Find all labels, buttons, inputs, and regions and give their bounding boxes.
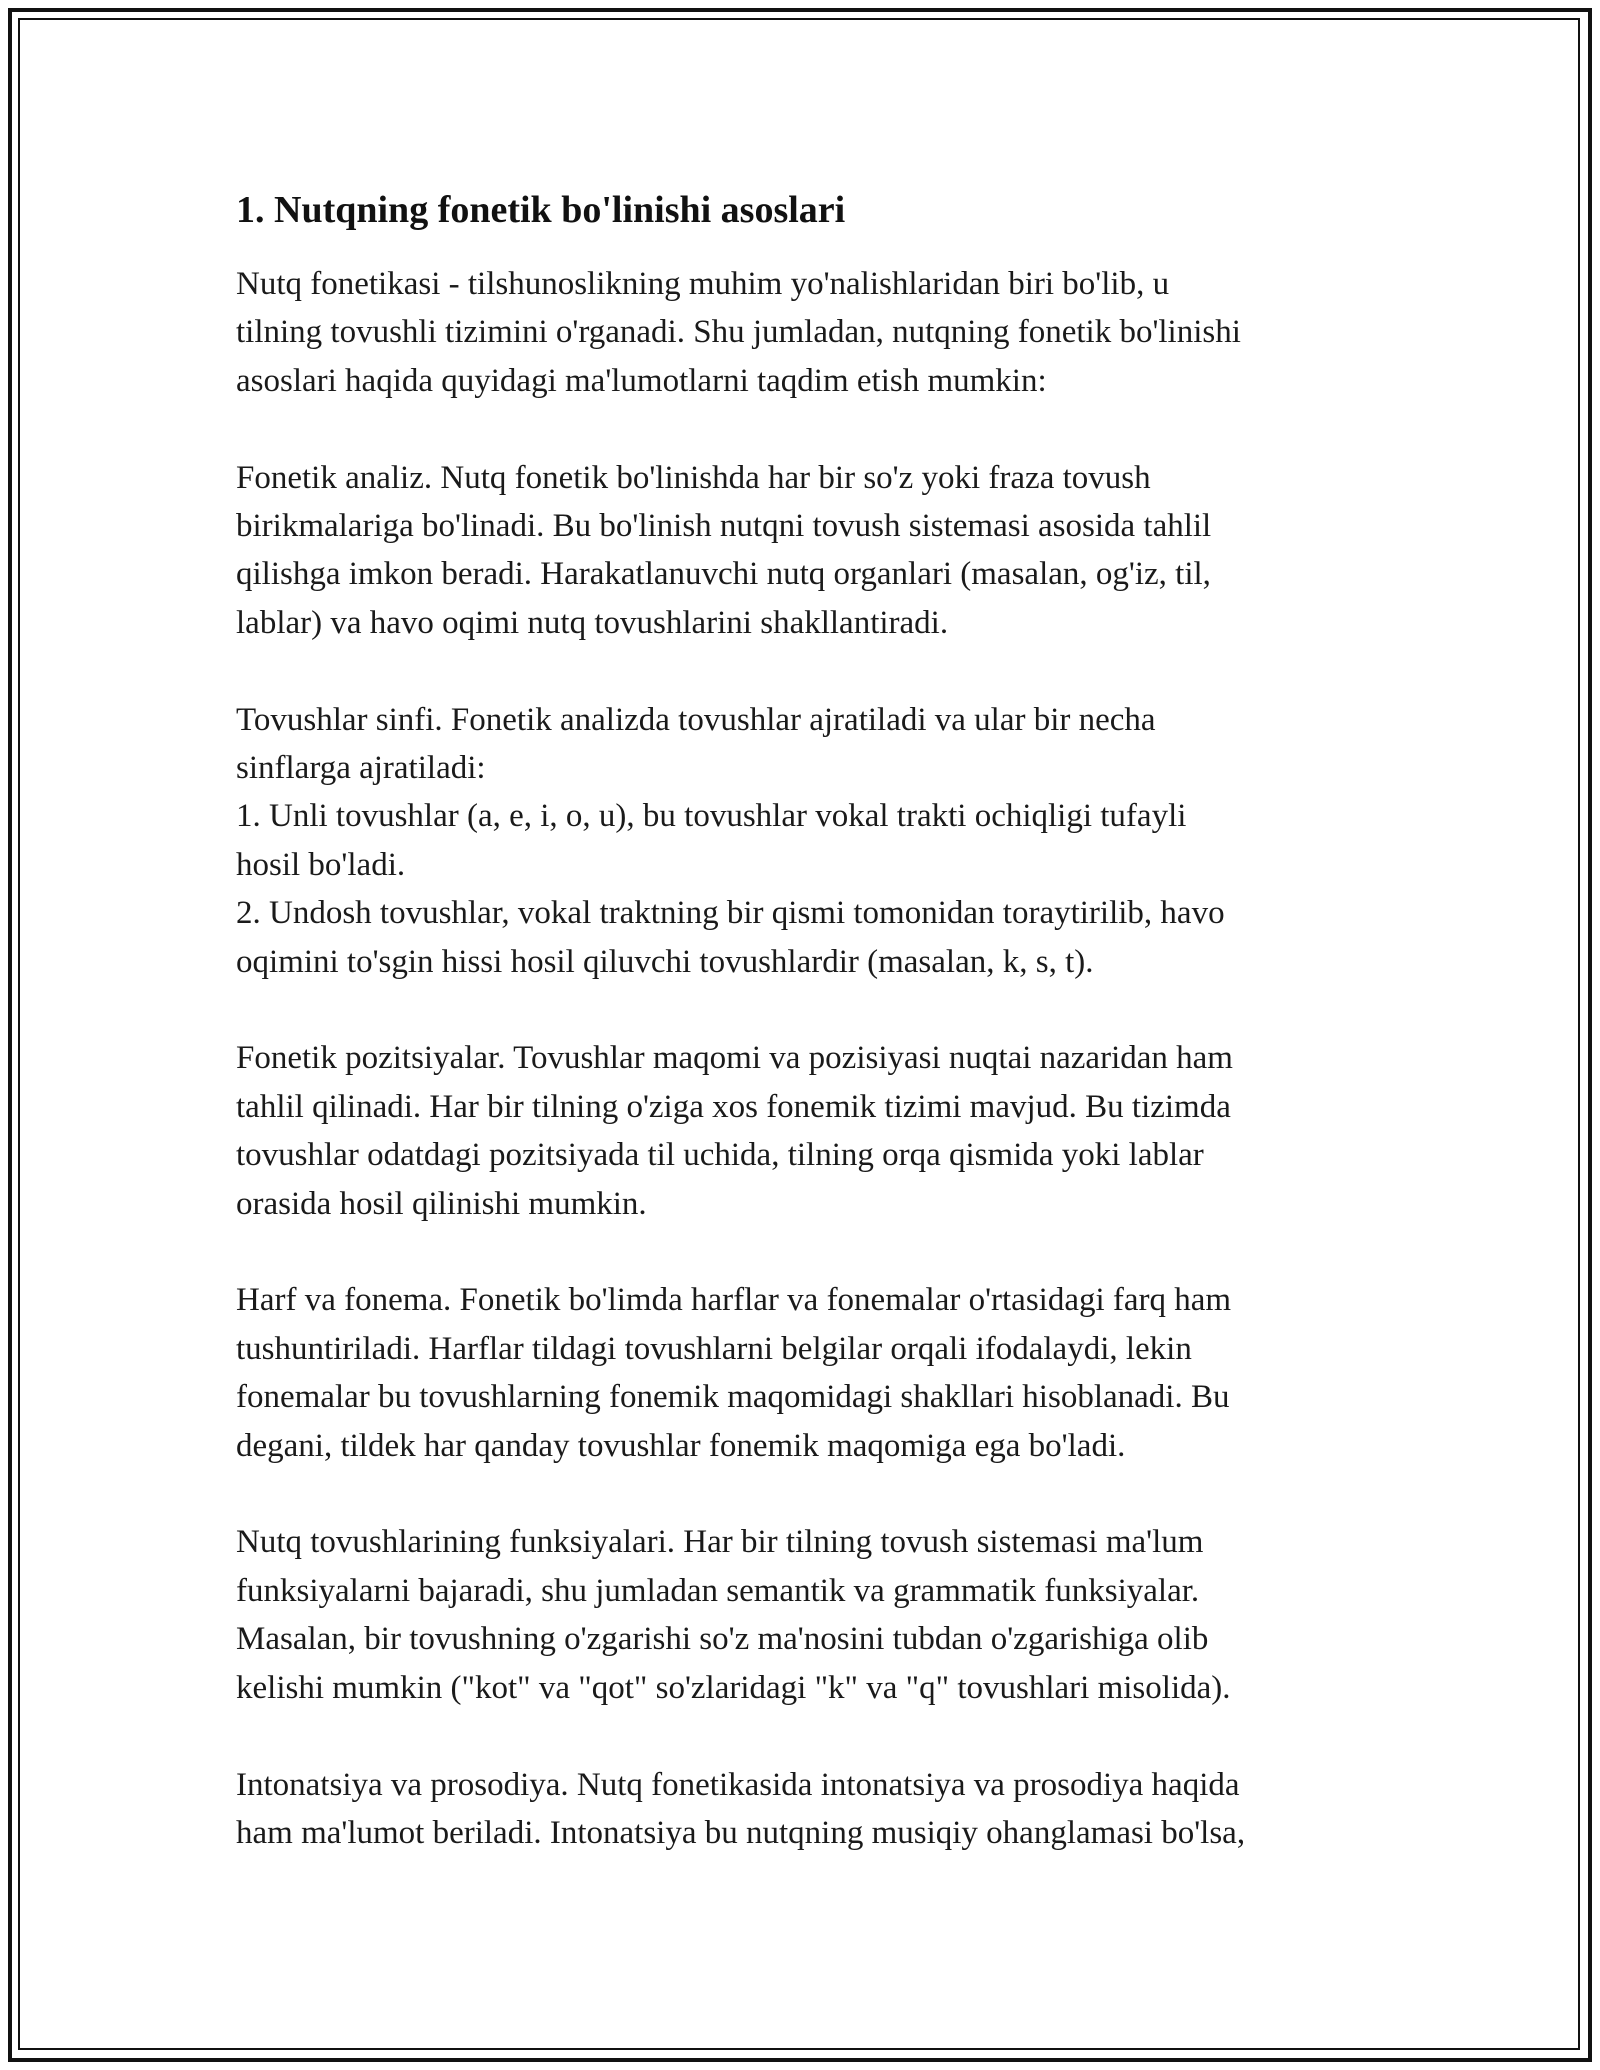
text-line: Nutq fonetikasi - tilshunoslikning muhim yo'nalishlaridan biri bo'lib, u [236, 266, 1170, 302]
paragraph-harf-va-fonema [236, 1276, 1366, 1470]
text-line: degani, tildek har qanday tovushlar fonemik maqomiga ega bo'ladi. [236, 1427, 1126, 1464]
text-line: Fonetik pozitsiyalar. Tovushlar maqomi va pozisiyasi nuqtai nazaridan ham [236, 1040, 1233, 1077]
text-line: hosil bo'ladi. [236, 846, 406, 883]
text-line: orasida hosil qilinishi mumkin. [236, 1185, 647, 1222]
text-line: qilishga imkon beradi. Harakatlanuvchi nutq organlari (masalan, og'iz, til, [236, 556, 1211, 593]
text-line: birikmalariga bo'linadi. Bu bo'linish nutqni tovush sistemasi asosida tahlil [236, 508, 1212, 545]
text-line: tushuntiriladi. Harflar tildagi tovushlarni belgilar orqali ifodalaydi, lekin [236, 1330, 1192, 1367]
text-line: lablar) va havo oqimi nutq tovushlarini shakllantiradi. [236, 604, 949, 641]
text-line: fonemalar bu tovushlarning fonemik maqomidagi shakllari hisoblanadi. Bu [236, 1379, 1230, 1416]
text-line: Nutq tovushlarining funksiyalari. Har bir tilning tovush sistemasi ma'lum [236, 1524, 1204, 1561]
text-line: tahlil qilinadi. Har bir tilning o'ziga xos fonemik tizimi mavjud. Bu tizimda [236, 1088, 1231, 1125]
text-line: Intonatsiya va prosodiya. Nutq fonetikasida intonatsiya va prosodiya haqida [236, 1766, 1240, 1803]
list-item-undosh: 2. Undosh tovushlar, vokal traktning bir qismi tomonidan toraytirilib, havo [236, 895, 1225, 932]
text-line: ham ma'lumot beriladi. Intonatsiya bu nutqning musiqiy ohanglamasi bo'lsa, [236, 1814, 1246, 1851]
paragraph-funksiyalar [236, 1518, 1366, 1712]
document-body [236, 186, 1366, 1906]
paragraph-fonetik-pozitsiyalar [236, 1034, 1366, 1228]
text-line: asoslari haqida quyidagi ma'lumotlarni taqdim etish mumkin: [236, 362, 1047, 399]
section-heading: 1. Nutqning fonetik bo'linishi asoslari [236, 189, 846, 231]
text-line: tovushlar odatdagi pozitsiyada til uchida, tilning orqa qismida yoki lablar [236, 1137, 1204, 1174]
paragraph-tovushlar-sinfi [236, 696, 1366, 986]
list-item-unli: 1. Unli tovushlar (a, e, i, o, u), bu tovushlar vokal trakti ochiqligi tufayli [236, 798, 1187, 835]
text-line: Tovushlar sinfi. Fonetik analizda tovushlar ajratiladi va ular bir necha [236, 701, 1156, 738]
text-line: tilning tovushli tizimini o'rganadi. Shu jumladan, nutqning fonetik bo'linishi [236, 314, 1241, 351]
text-line: Masalan, bir tovushning o'zgarishi so'z ma'nosini tubdan o'zgarishiga olib [236, 1621, 1209, 1658]
text-line: Fonetik analiz. Nutq fonetik bo'linishda har bir so'z yoki fraza tovush [236, 459, 1151, 496]
paragraph-intonatsiya [236, 1761, 1366, 1858]
paragraph-fonetik-analiz [236, 454, 1366, 648]
text-line: sinflarga ajratiladi: [236, 750, 486, 787]
paragraph-intro [236, 260, 1366, 405]
text-line: kelishi mumkin ("kot" va "qot" so'zlaridagi "k" va "q" tovushlari misolida). [236, 1669, 1231, 1706]
text-line: funksiyalarni bajaradi, shu jumladan semantik va grammatik funksiyalar. [236, 1572, 1200, 1609]
text-line: Harf va fonema. Fonetik bo'limda harflar va fonemalar o'rtasidagi farq ham [236, 1282, 1232, 1319]
text-line: oqimini to'sgin hissi hosil qiluvchi tovushlardir (masalan, k, s, t). [236, 943, 1094, 980]
